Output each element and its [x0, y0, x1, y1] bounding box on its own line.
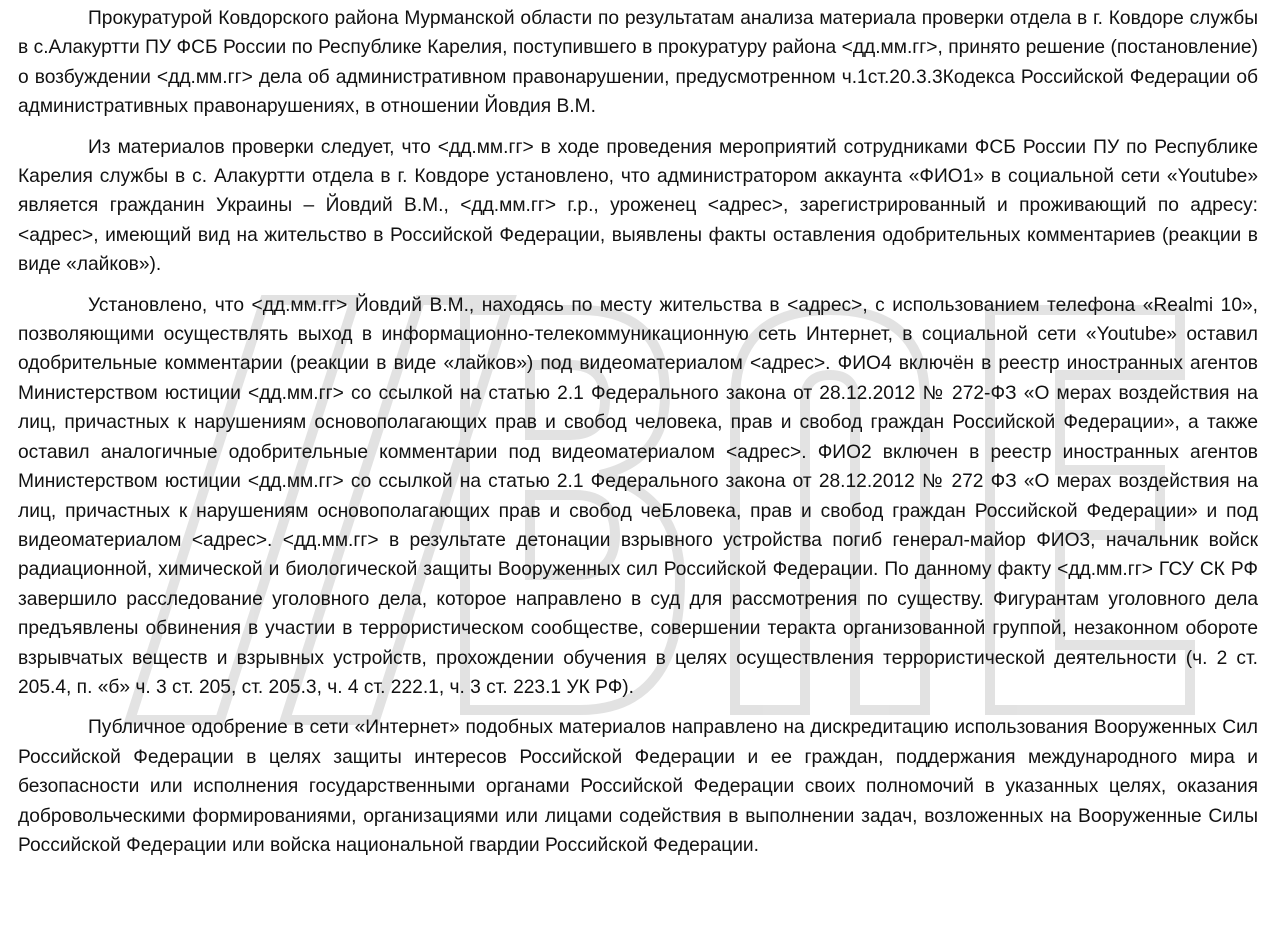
paragraph-2: Из материалов проверки следует, что <дд.мм.гг> в ходе проведения мероприятий сотрудниками ФСБ России ПУ по Республике Карелия службы в с. Алакуртти отдела в г. Ковдоре установлено, что администратором аккаунта «ФИО1» в социальной сети «Youtube» является гражданин Украины – Йовдий В.М., <дд.мм.гг> г.р., уроженец <адрес>, зарегистрированный и проживающий по адресу: <адрес>, имеющий вид на жительство в Российской Федерации, выявлены факты оставления одобрительных комментариев (реакции в виде «лайков»). [18, 136, 1258, 276]
paragraph-1: Прокуратурой Ковдорского района Мурманской области по результатам анализа материала проверки отдела в г. Ковдоре службы в с.Алакуртти ПУ ФСБ России по Республике Карелия, поступившего в прокуратуру района <дд.мм.гг>, принято решение (постановление) о возбуждении <дд.мм.гг> дела об административном правонарушении, предусмотренном ч.1ст.20.3.3Кодекса Российской Федерации об административных правонарушениях, в отношении Йовдия В.М. [18, 8, 1258, 118]
paragraph-4: Публичное одобрение в сети «Интернет» подобных материалов направлено на дискредитацию использования Вооруженных Сил Российской Федерации в целях защиты интересов Российской Федерации и ее граждан, поддержания международного мира и безопасности или исполнения государственными органами Российской Федерации своих полномочий в указанных целях, оказания добровольческими формированиями, организациями или лицами содействия в выполнении задач, возложенных на Вооруженные Силы Российской Федерации или войска национальной гвардии Российской Федерации. [18, 717, 1258, 856]
paragraph-3: Установлено, что <дд.мм.гг> Йовдий В.М., находясь по месту жительства в <адрес>, с использованием телефона «Realmi 10», позволяющими осуществлять выход в информационно-телекоммуникационную сеть Интернет, в социальной сети «Youtube» оставил одобрительные комментарии (реакции в виде «лайков») под видеоматериалом <адрес>. ФИО4 включён в реестр иностранных агентов Министерством юстиции <дд.мм.гг> со ссылкой на статью 2.1 Федерального закона от 28.12.2012 № 272-ФЗ «О мерах воздействия на лиц, причастных к нарушениям основополагающих прав и свобод человека, прав и свобод граждан Российской Федерации», а также оставил аналогичные одобрительные комментарии под видеоматериалом <адрес>. ФИО2 включен в реестр иностранных агентов Министерством юстиции <дд.мм.гг> со ссылкой на статью 2.1 Федерального закона от 28.12.2012 № 272 ФЗ «О мерах воздействия на лиц, причастных к нарушениям основополагающих прав и свобод чеБловека, прав и свобод граждан Российской Федерации» и под видеоматериалом <адрес>. <дд.мм.гг> в результате детонации взрывного устройства погиб генерал-майор ФИО3, начальник войск радиационной, химической и биологической защиты Вооруженных сил Российской Федерации. По данному факту <дд.мм.гг> ГСУ СК РФ завершило расследование уголовного дела, которое направлено в суд для рассмотрения по существу. Фигурантам уголовного дела предъявлены обвинения в участии в террористическом сообществе, совершении теракта организованной группой, незаконном обороте взрывчатых веществ и взрывных устройств, прохождении обучения в целях осуществления террористической деятельности (ч. 2 ст. 205.4, п. «б» ч. 3 ст. 205, ст. 205.3, ч. 4 ст. 222.1, ч. 3 ст. 223.1 УК РФ). [18, 294, 1258, 698]
